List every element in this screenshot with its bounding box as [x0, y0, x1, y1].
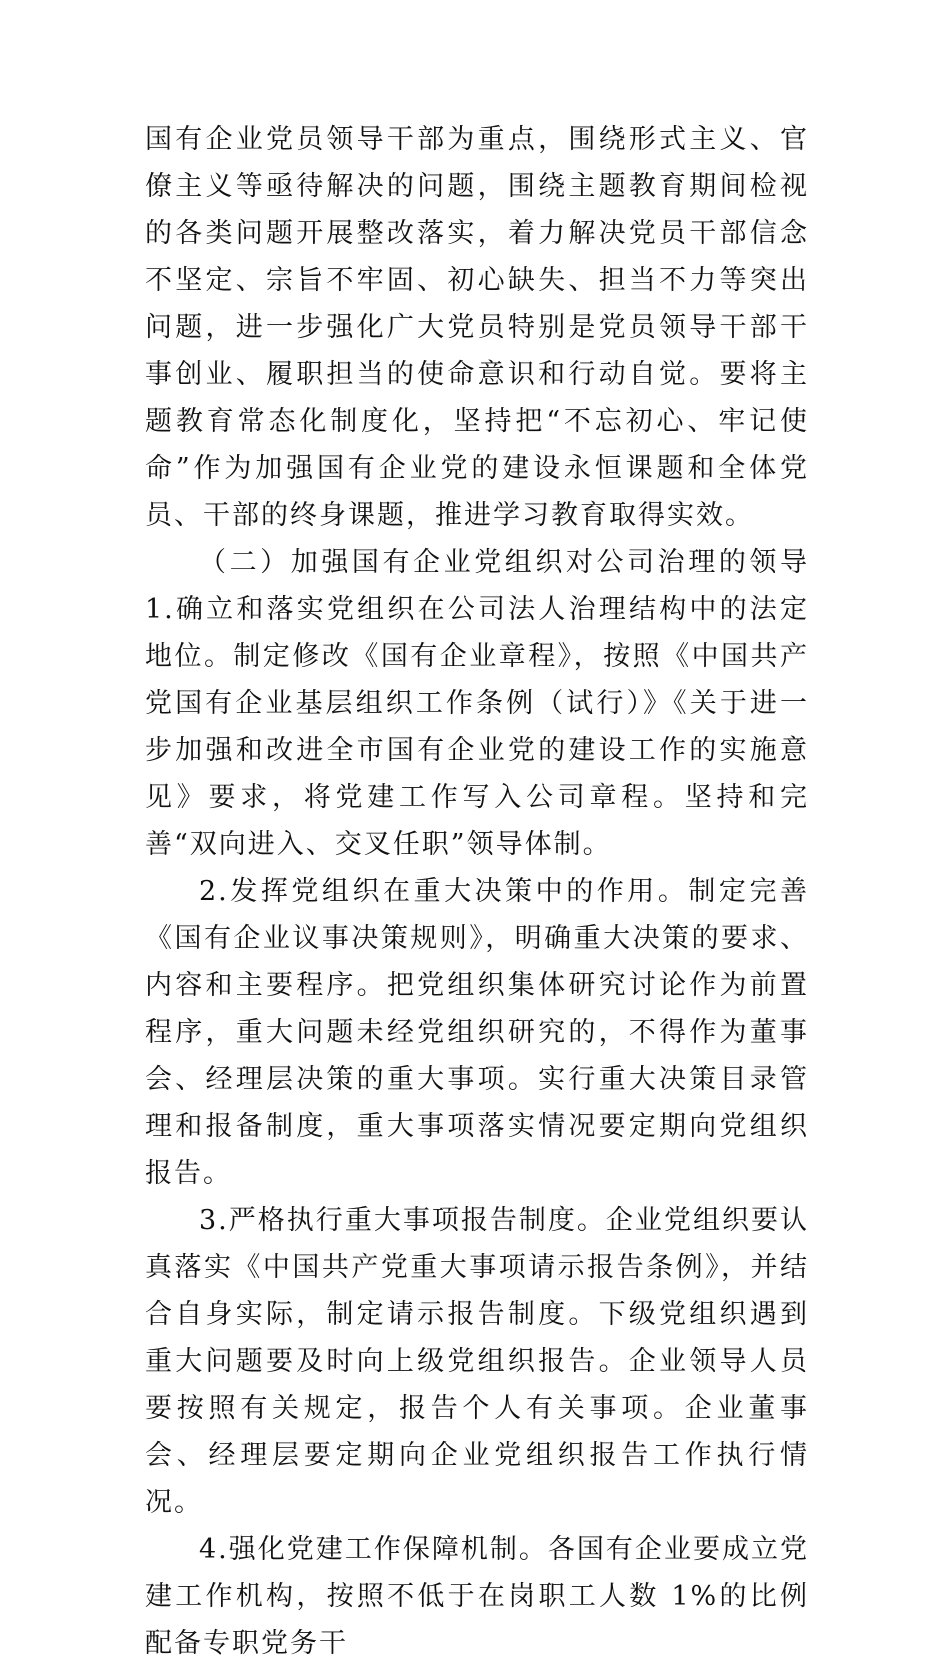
paragraph-section-2: （二）加强国有企业党组织对公司治理的领导 1.确立和落实党组织在公司法人治理结构中的法定地位。制定修改《国有企业章程》，按照《中国共产党国有企业基层组织工作条例（试行）》《关于进一步加强和改进全市国有企业党的建设工作的实施意见》要求，将党建工作写入公司章程。坚持和完善“双向进入、交叉任职”领导体制。: [145, 547, 809, 860]
paragraph-item-4: 4.强化党建工作保障机制。各国有企业要成立党建工作机构，按照不低于在岗职工人数 1%的比例配备专职党务干: [145, 1534, 809, 1659]
paragraph-item-2: 2.发挥党组织在重大决策中的作用。制定完善《国有企业议事决策规则》，明确重大决策的要求、内容和主要程序。把党组织集体研究讨论作为前置程序，重大问题未经党组织研究的，不得作为董事会、经理层决策的重大事项。实行重大决策目录管理和报备制度，重大事项落实情况要定期向党组织报告。: [145, 876, 809, 1189]
document-body: [145, 116, 809, 1667]
paragraph-item-3: 3.严格执行重大事项报告制度。企业党组织要认真落实《中国共产党重大事项请示报告条例》，并结合自身实际，制定请示报告制度。下级党组织遇到重大问题要及时向上级党组织报告。企业领导人员要按照有关规定，报告个人有关事项。企业董事会、经理层要定期向企业党组织报告工作执行情况。: [145, 1205, 809, 1518]
paragraph: 国有企业党员领导干部为重点，围绕形式主义、官僚主义等亟待解决的问题，围绕主题教育期间检视的各类问题开展整改落实，着力解决党员干部信念不坚定、宗旨不牢固、初心缺失、担当不力等突出问题，进一步强化广大党员特别是党员领导干部干事创业、履职担当的使命意识和行动自觉。要将主题教育常态化制度化，坚持把“不忘初心、牢记使命”作为加强国有企业党的建设永恒课题和全体党员、干部的终身课题，推进学习教育取得实效。: [145, 124, 809, 531]
